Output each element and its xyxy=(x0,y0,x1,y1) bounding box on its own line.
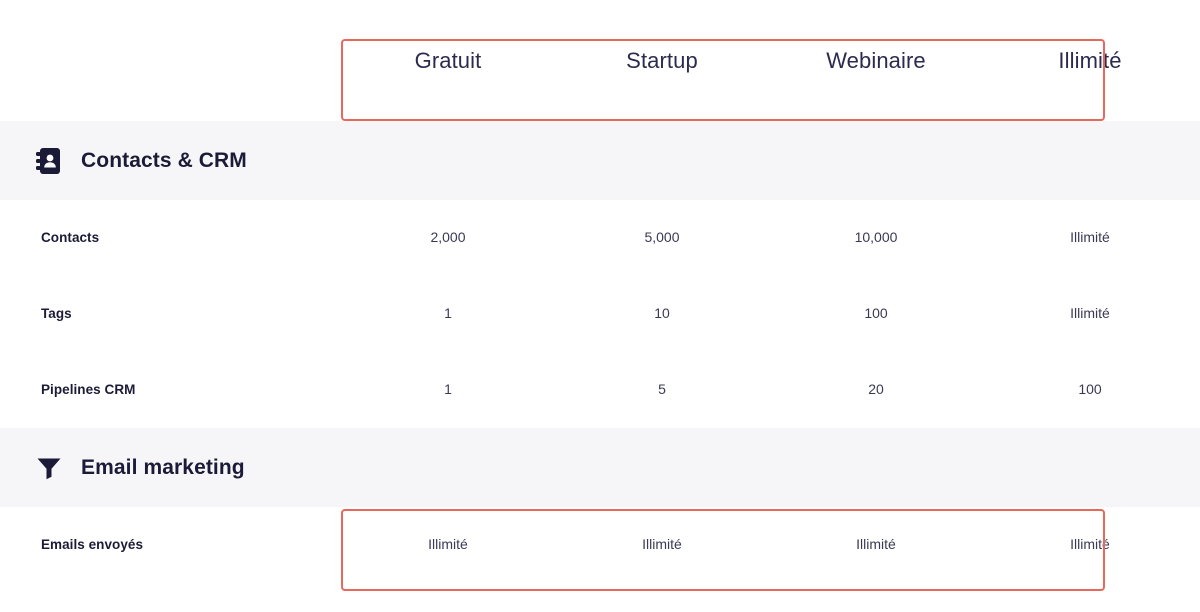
value-cell-gratuit xyxy=(341,305,555,323)
section-header-email-marketing xyxy=(0,428,1200,507)
cell-value: 10,000 xyxy=(854,229,898,245)
cell-value: Illimité xyxy=(1070,536,1110,552)
value-cell-startup xyxy=(555,536,769,554)
section-title-label: Email marketing xyxy=(81,455,245,479)
feature-label-cell xyxy=(0,229,341,247)
cell-value: 2,000 xyxy=(430,229,466,245)
cell-value: Illimité xyxy=(1070,229,1110,245)
value-cell-webinaire xyxy=(769,229,983,247)
section-header-contacts-crm xyxy=(0,121,1200,200)
feature-label-cell xyxy=(0,381,341,399)
cell-value: Illimité xyxy=(856,536,896,552)
value-cell-webinaire xyxy=(769,305,983,323)
value-cell-illimite xyxy=(983,305,1197,323)
feature-label-cell xyxy=(0,536,341,554)
feature-name: Emails envoyés xyxy=(41,537,144,552)
cell-value: 5 xyxy=(658,381,666,397)
value-cell-startup xyxy=(555,229,769,247)
feature-label-cell xyxy=(0,305,341,323)
contacts-book-icon xyxy=(34,146,64,176)
plan-name-label: Startup xyxy=(626,47,698,73)
value-cell-webinaire xyxy=(769,381,983,399)
cell-value: 20 xyxy=(868,381,884,397)
plan-column-header-illimite[interactable] xyxy=(983,48,1197,74)
table-row xyxy=(0,507,1200,583)
plan-column-header-webinaire[interactable] xyxy=(769,48,983,74)
feature-name: Contacts xyxy=(41,230,100,245)
feature-name: Tags xyxy=(41,306,72,321)
value-cell-startup xyxy=(555,381,769,399)
value-cell-webinaire xyxy=(769,536,983,554)
cell-value: 100 xyxy=(1078,381,1102,397)
cell-value: 100 xyxy=(864,305,888,321)
cell-value: 1 xyxy=(444,305,452,321)
plan-column-header-startup[interactable] xyxy=(555,48,769,74)
plan-column-header-gratuit[interactable] xyxy=(341,48,555,74)
cell-value: Illimité xyxy=(1070,305,1110,321)
cell-value: 5,000 xyxy=(644,229,680,245)
cell-value: Illimité xyxy=(642,536,682,552)
value-cell-illimite xyxy=(983,536,1197,554)
table-row xyxy=(0,200,1200,276)
value-cell-gratuit xyxy=(341,381,555,399)
value-cell-illimite xyxy=(983,381,1197,399)
section-title-label: Contacts & CRM xyxy=(81,148,247,172)
funnel-icon xyxy=(34,453,64,483)
feature-name: Pipelines CRM xyxy=(41,382,136,397)
value-cell-illimite xyxy=(983,229,1197,247)
plan-name-label: Webinaire xyxy=(826,47,926,73)
value-cell-gratuit xyxy=(341,229,555,247)
table-header-row xyxy=(0,0,1200,121)
table-row xyxy=(0,276,1200,352)
value-cell-gratuit xyxy=(341,536,555,554)
plan-name-label: Illimité xyxy=(1058,47,1122,73)
cell-value: Illimité xyxy=(428,536,468,552)
cell-value: 1 xyxy=(444,381,452,397)
cell-value: 10 xyxy=(654,305,670,321)
value-cell-startup xyxy=(555,305,769,323)
plan-name-label: Gratuit xyxy=(414,47,482,73)
table-row xyxy=(0,352,1200,428)
